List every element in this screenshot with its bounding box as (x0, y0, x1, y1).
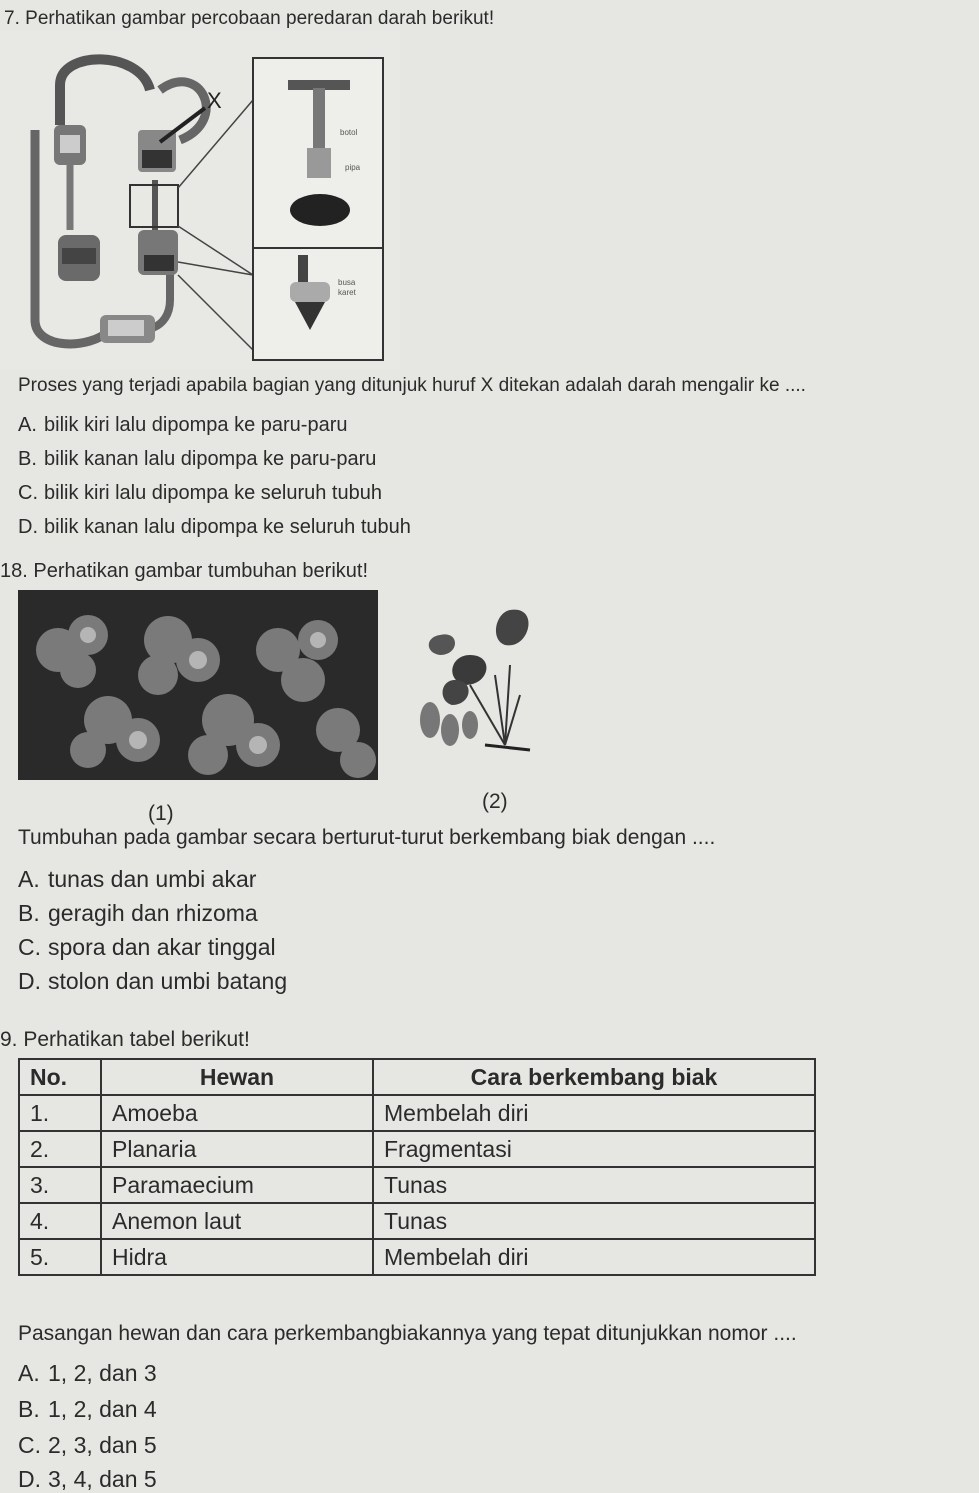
header-hewan: Hewan (101, 1059, 373, 1095)
svg-text:busa: busa (338, 278, 356, 287)
svg-text:karet: karet (338, 288, 356, 297)
q7-question: Proses yang terjadi apabila bagian yang ditunjuk huruf X ditekan adalah darah mengalir ke .... (18, 375, 806, 396)
q8-option-c[interactable]: C. spora dan akar tinggal (18, 934, 276, 960)
table-row: 1. Amoeba Membelah diri (19, 1095, 815, 1131)
q8-option-d[interactable]: D. stolon dan umbi batang (18, 968, 288, 994)
q7-option-b[interactable]: B. bilik kanan lalu dipompa ke paru-paru (18, 448, 377, 470)
table-row: 4. Anemon laut Tunas (19, 1203, 815, 1239)
circulation-experiment-figure (0, 30, 400, 370)
plant-label-1: (1) (148, 802, 174, 825)
q9-intro: 9. Perhatikan tabel berikut! (0, 1028, 250, 1051)
table-header-row (19, 1059, 815, 1095)
label-x: X (207, 88, 222, 113)
svg-text:botol: botol (340, 128, 358, 137)
q8-option-b[interactable]: B. geragih dan rhizoma (18, 900, 258, 926)
q7-option-a[interactable]: A. bilik kiri lalu dipompa ke paru-paru (18, 414, 348, 436)
table-row: 5. Hidra Membelah diri (19, 1239, 815, 1275)
table-row: 2. Planaria Fragmentasi (19, 1131, 815, 1167)
q9-option-a[interactable]: A. 1, 2, dan 3 (18, 1360, 157, 1386)
plant-photo-1 (18, 590, 378, 780)
plant-label-2: (2) (482, 790, 508, 813)
animal-reproduction-table (18, 1058, 816, 1276)
q9-option-d[interactable]: D. 3, 4, dan 5 (18, 1466, 157, 1492)
q8-intro: 18. Perhatikan gambar tumbuhan berikut! (0, 560, 368, 582)
header-no: No. (19, 1059, 101, 1095)
q7-option-c[interactable]: C. bilik kiri lalu dipompa ke seluruh tubuh (18, 482, 382, 504)
header-cara: Cara berkembang biak (373, 1059, 815, 1095)
q8-question: Tumbuhan pada gambar secara berturut-turut berkembang biak dengan .... (18, 826, 716, 849)
q9-option-c[interactable]: C. 2, 3, dan 5 (18, 1432, 157, 1458)
svg-text:pipa: pipa (345, 163, 361, 172)
q7-option-d[interactable]: D. bilik kanan lalu dipompa ke seluruh tubuh (18, 516, 411, 538)
plant-drawing-2 (410, 595, 570, 765)
q7-intro: 7. Perhatikan gambar percobaan peredaran darah berikut! (4, 8, 495, 29)
q9-question: Pasangan hewan dan cara perkembangbiakannya yang tepat ditunjukkan nomor .... (18, 1322, 797, 1345)
q9-option-b[interactable]: B. 1, 2, dan 4 (18, 1396, 157, 1422)
table-row: 3. Paramaecium Tunas (19, 1167, 815, 1203)
q8-option-a[interactable]: A. tunas dan umbi akar (18, 866, 257, 892)
